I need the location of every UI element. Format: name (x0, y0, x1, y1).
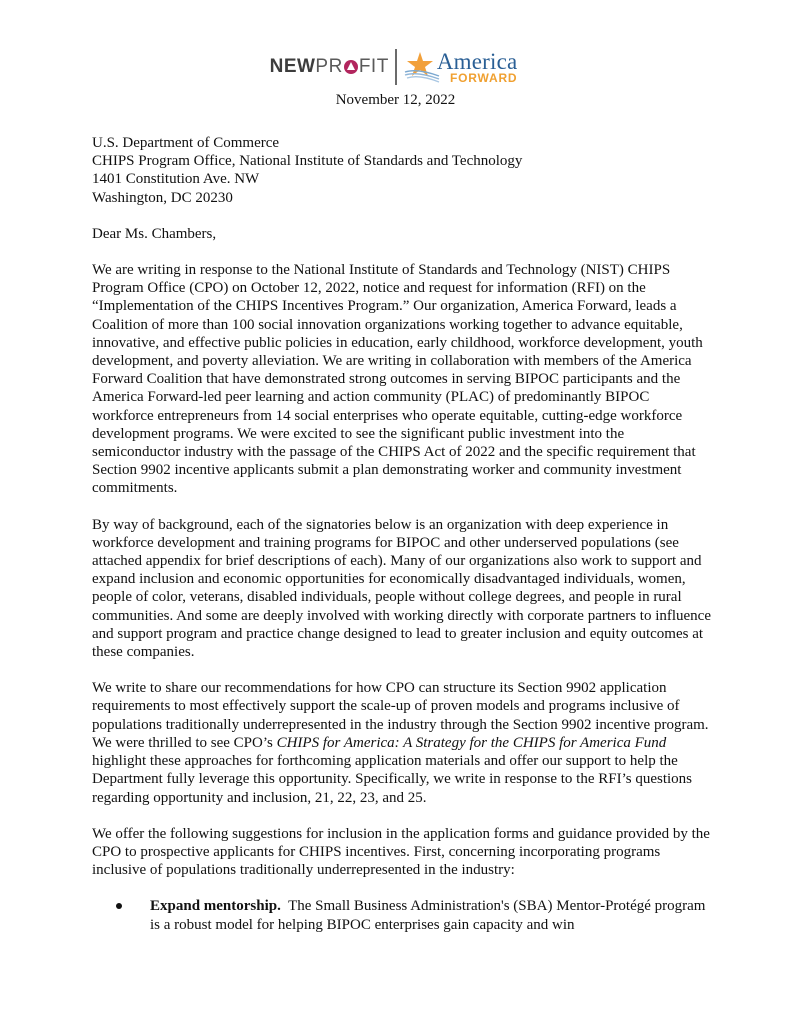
paragraph-text: We write to share our recommendations for how CPO can structure its Section 9902 application requirements to most effectively support the scale-up of proven models and programs inclusive of populations traditionally underrepresented in the industry through the Section 9902 incentive program. We were thrilled to see CPO’s (92, 680, 709, 751)
address-line: Washington, DC 20230 (92, 189, 233, 206)
salutation: Dear Ms. Chambers, (92, 225, 217, 242)
paragraph-recommendations (92, 679, 712, 806)
new-profit-logo-fit: FIT (358, 56, 389, 77)
paragraph-intro: We are writing in response to the National Institute of Standards and Technology (NIST) CHIPS Program Office (CPO) on October 12, 2022, notice and request for information (RFI) on the “Implementation of the CHIPS Incentives Program.” Our organization, America Forward, leads a Coalition of more than 100 social innovation organizations working together to advance equitable, innovative, and effective public policies in education, early childhood, workforce development, youth development, and poverty alleviation. We are writing in collaboration with members of the America Forward Coalition that have demonstrated strong outcomes in serving BIPOC participants and the America Forward-led peer learning and action community (PLAC) of predominantly BIPOC workforce entrepreneurs from 14 social enterprises who operate equitable, cutting-edge workforce development programs. We were excited to see the significant public investment into the semiconductor industry with the passage of the CHIPS Act of 2022 and the specific requirement that Section 9902 incentive applicants submit a plan demonstrating worker and community investment commitments. (92, 262, 703, 497)
address-line: U.S. Department of Commerce (92, 135, 280, 151)
new-profit-o-icon (344, 60, 358, 74)
address-line: CHIPS Program Office, National Institute of Standards and Technology (92, 153, 523, 170)
new-profit-logo-pr: PR (315, 56, 343, 77)
list-item (116, 897, 712, 933)
letter-date: November 12, 2022 (335, 92, 456, 108)
letter-body (92, 134, 712, 934)
strategy-title: CHIPS for America: A Strategy for the CHIPS for America Fund (276, 734, 667, 751)
star-waves-icon (403, 50, 441, 84)
recipient-address (92, 134, 712, 207)
paragraph-text: highlight these approaches for forthcoming application materials and offer our support to help the Department fully leverage this opportunity. Specifically, we write in response to the RFI’s questions regarding opportunity and inclusion, 21, 22, 23, and 25. (92, 753, 693, 806)
new-profit-logo (270, 56, 389, 78)
new-profit-logo-new: NEW (269, 56, 316, 77)
america-forward-logo-forward: FORWARD (450, 71, 518, 85)
america-forward-logo-america: America (436, 49, 518, 74)
america-forward-logo (403, 50, 518, 84)
paragraph-background: By way of background, each of the signatories below is an organization with deep experience in workforce development and training programs for BIPOC and other underserved populations (see attached appendix for brief descriptions of each). Many of our organizations also work to support and expand inclusion and economic opportunities for economically disadvantaged individuals, women, people of color, veterans, disabled individuals, people without college degrees, and people in rural communities. And some are deeply involved with working directly with corporate partners to influence and support program and practice change designed to lead to greater inclusion and equity outcomes at these companies. (92, 516, 711, 661)
suggestion-list (92, 897, 712, 933)
bullet-icon (116, 903, 122, 909)
bullet-title: Expand mentorship. (150, 898, 281, 915)
letterhead-logos (0, 47, 791, 87)
bullet-text: The Small Business Administration's (SBA) Mentor-Protégé program is a robust model for helping BIPOC enterprises gain capacity and win (150, 898, 710, 933)
address-line: 1401 Constitution Ave. NW (92, 171, 260, 188)
paragraph-suggestions: We offer the following suggestions for inclusion in the application forms and guidance provided by the CPO to prospective applicants for CHIPS incentives. First, concerning incorporating programs inclusive of populations traditionally underrepresented in the industry: (92, 825, 710, 879)
logo-divider (395, 49, 397, 85)
